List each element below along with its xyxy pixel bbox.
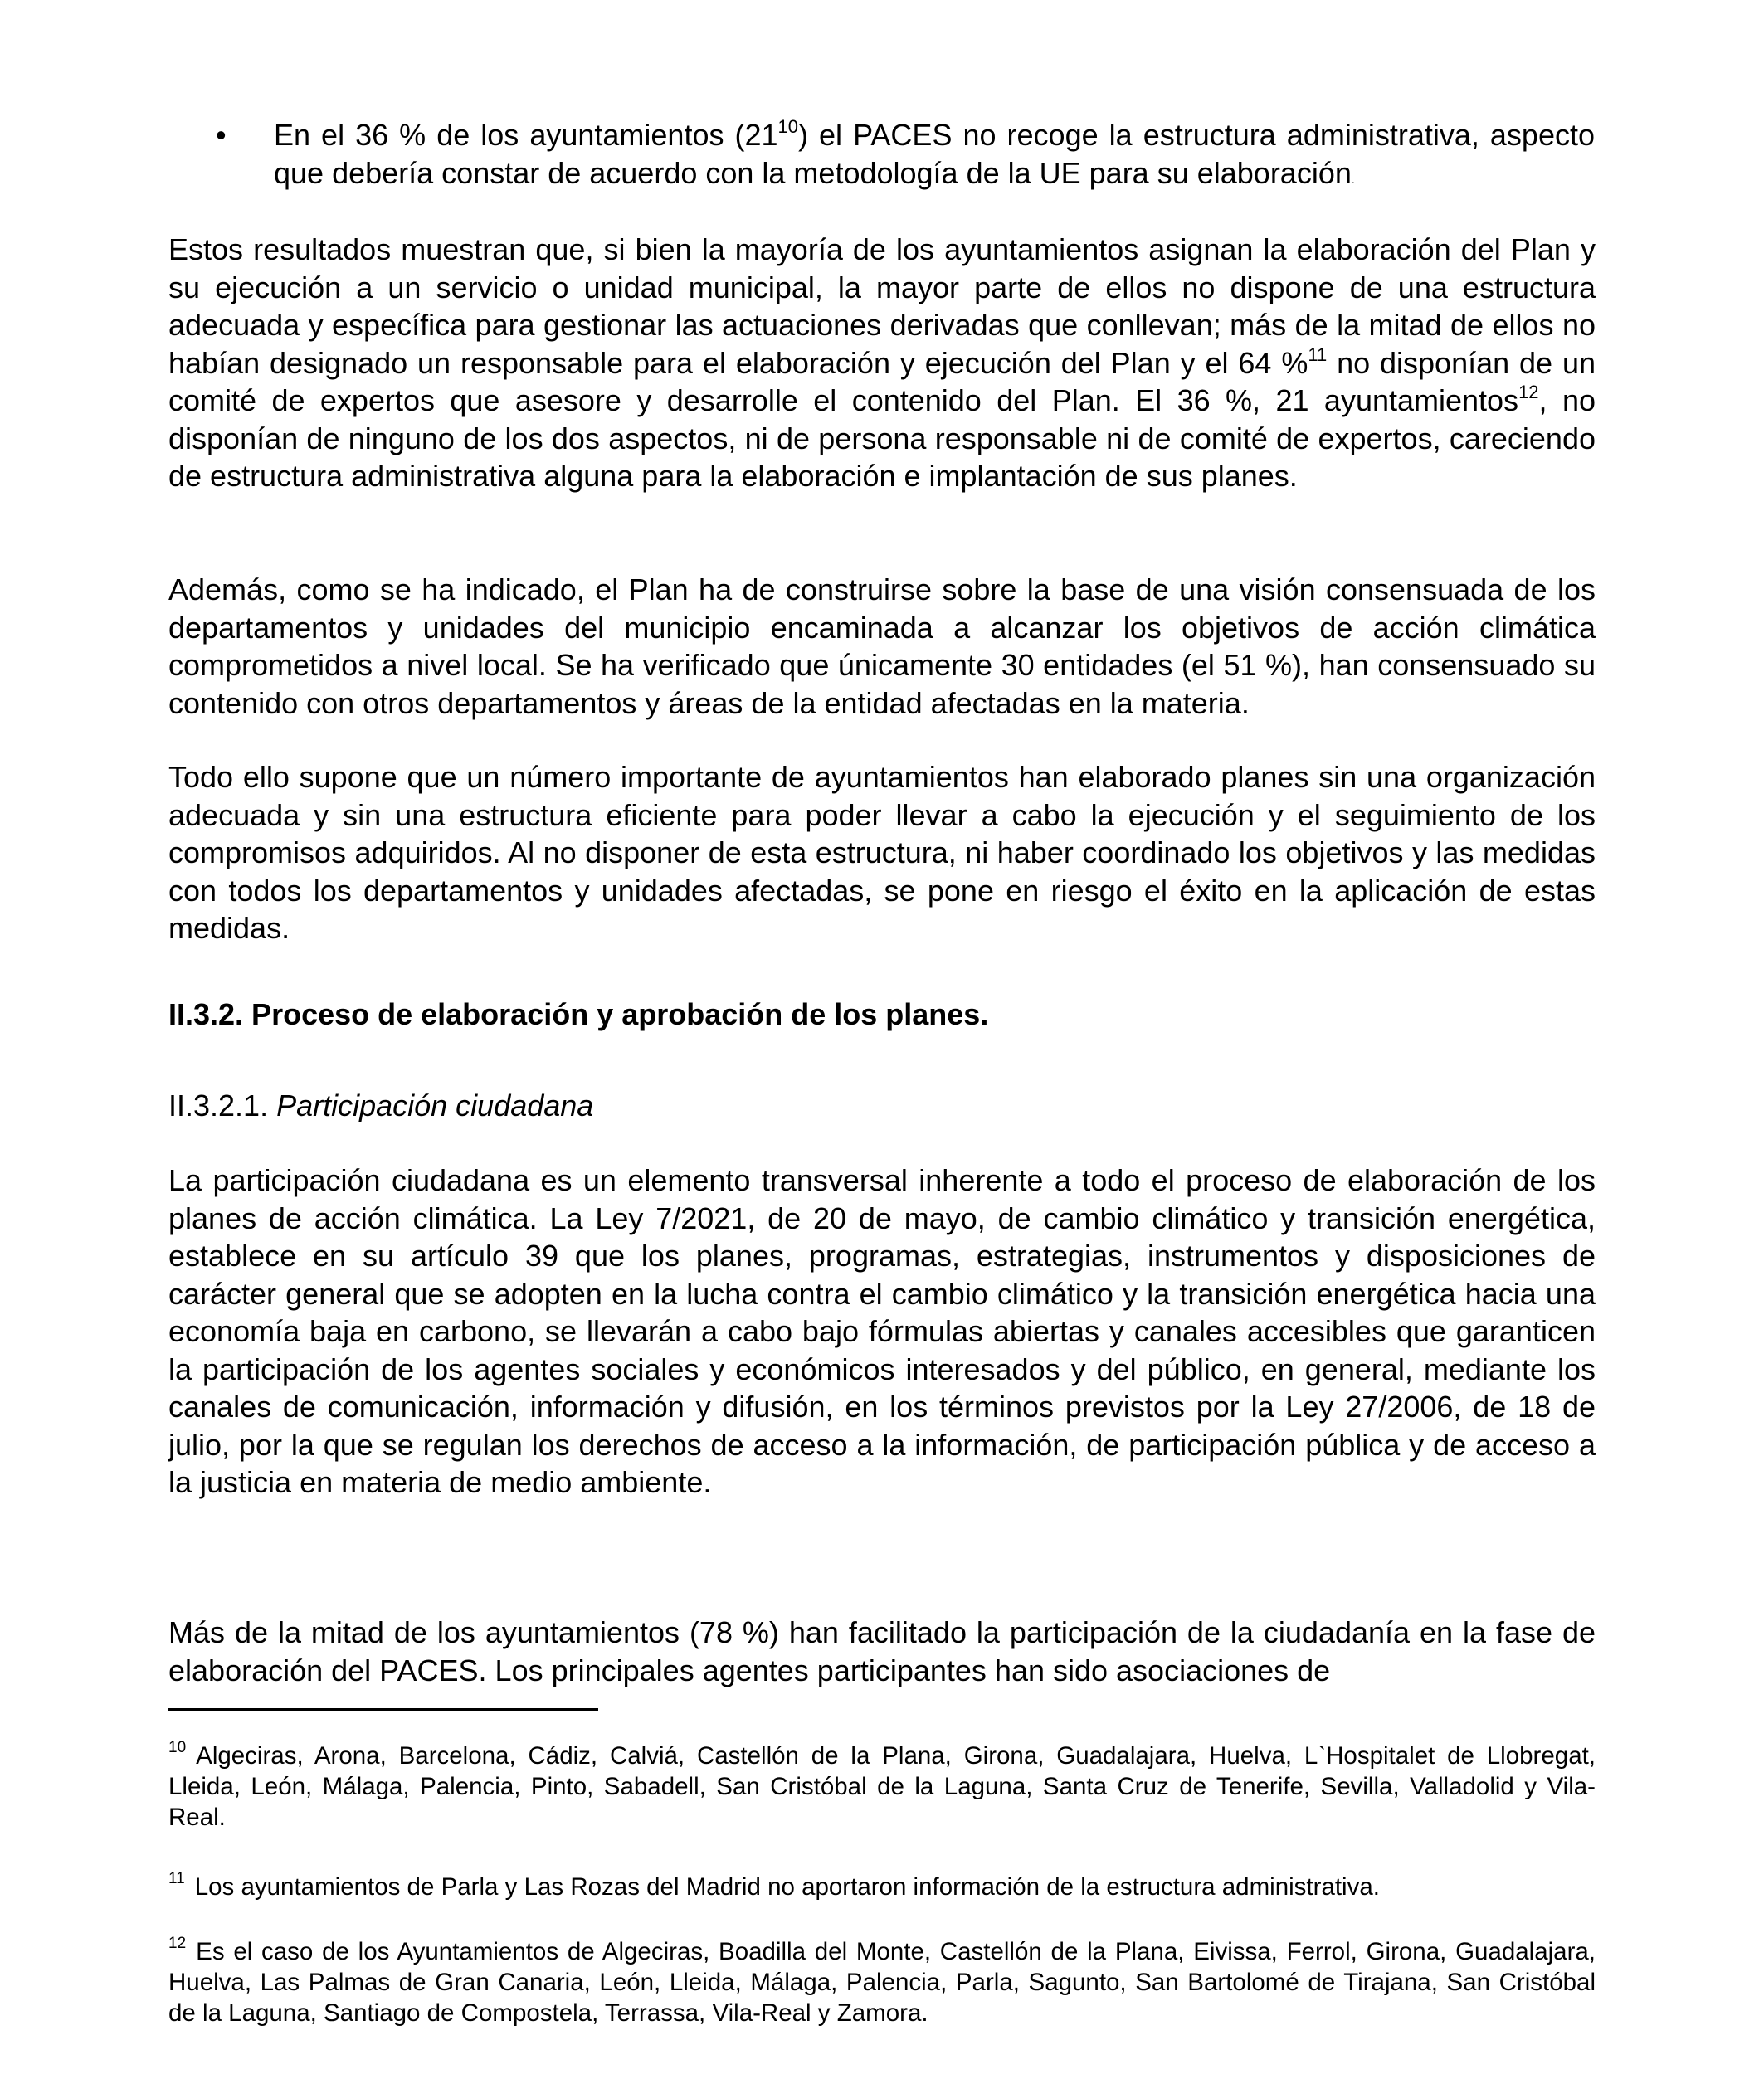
footnote-separator (168, 1708, 598, 1711)
section-heading: II.3.2. Proceso de elaboración y aprobación de los planes. (168, 997, 989, 1031)
bullet-symbol: • (216, 118, 227, 152)
bullet-text (274, 116, 1595, 198)
bullet-text-part2: ) el PACES no recoge la estructura administrativa, aspecto que debería constar de acuerdo con la metodología de la UE para su elaboración (274, 118, 1595, 190)
footnote-ref-11[interactable]: 11 (1308, 343, 1328, 365)
footnote-ref-10[interactable]: 10 (777, 116, 799, 137)
subsection-number: II.3.2.1. (168, 1088, 277, 1122)
paragraph-results-part2: no disponían de un comité de expertos que asesore y desarrolle el contenido del Plan. El 36 %, 21 ayuntamientos (168, 345, 1596, 417)
paragraph-citizens: Más de la mitad de los ayuntamientos (78 %) han facilitado la participación de la ciudadanía en la fase de elaboración del PACES. Los principales agentes participantes han sido asociaciones de (168, 1615, 1596, 1687)
bullet-item (217, 116, 1595, 198)
bullet-text-part1: En el 36 % de los ayuntamientos (21 (274, 118, 778, 152)
subsection-heading (168, 1087, 593, 1124)
footnote-text: Algeciras, Arona, Barcelona, Cádiz, Calviá, Castellón de la Plana, Girona, Guadalajara, Huelva, L`Hospitalet de Llobregat, Lleida, León, Málaga, Palencia, Pinto, Sabadell, San Cristóbal de la Laguna, Santa Cruz de Tenerife, Sevilla, Valladolid y Vila- Real. (168, 1742, 1596, 1831)
footnote-10 (168, 1741, 1596, 1833)
paragraph-results (168, 231, 1596, 495)
paragraph-results-part3: , no disponían de ninguno de los dos aspectos, ni de persona responsable ni de comité de expertos, careciendo de estructura administrativa alguna para la elaboración e implantación de sus planes. (168, 383, 1596, 493)
footnote-number: 12 (168, 1935, 187, 1953)
subsection-title: Participación ciudadana (276, 1088, 594, 1122)
footnote-text: Es el caso de los Ayuntamientos de Algeciras, Boadilla del Monte, Castellón de la Plana, Eivissa, Ferrol, Girona, Guadalajara, Huelva, Las Palmas de Gran Canaria, León, Lleida, Málaga, Palencia, Parla, Sagunto, San Bartolomé de Tirajana, San Cristóbal de la Laguna, Santiago de Compostela, Terrassa, Vila-Real y Zamora. (168, 1938, 1596, 2027)
footnote-11 (168, 1872, 1596, 1902)
paragraph-organization: Todo ello supone que un número importante de ayuntamientos han elaborado planes sin una organización adecuada y sin una estructura eficiente para poder llevar a cabo la ejecución y el seguimiento de los compromisos adquiridos. Al no disponer de esta estructura, ni haber coordinado los objetivos y las medidas con todos los departamentos y unidades afectadas, se pone en riesgo el éxito en la aplicación de estas medidas. (168, 760, 1596, 945)
footnote-ref-12[interactable]: 12 (1518, 382, 1539, 402)
footnote-12 (168, 1936, 1596, 2028)
footnote-text: Los ayuntamientos de Parla y Las Rozas del Madrid no aportaron información de la estructura administrativa. (194, 1873, 1380, 1901)
footnote-number: 11 (168, 1870, 185, 1888)
paragraph-consensus: Además, como se ha indicado, el Plan ha de construirse sobre la base de una visión consensuada de los departamentos y unidades del municipio encaminada a alcanzar los objetivos de acción climática comprometidos a nivel local. Se ha verificado que únicamente 30 entidades (el 51 %), han consensuado su contenido con otros departamentos y áreas de la entidad afectadas en la materia. (168, 572, 1596, 720)
bullet-end-dot: . (1351, 172, 1355, 186)
footnote-number: 10 (168, 1739, 187, 1757)
paragraph-results-part1: Estos resultados muestran que, si bien la mayoría de los ayuntamientos asignan la elaboración del Plan y su ejecución a un servicio o unidad municipal, la mayor parte de ellos no dispone de una estructura adecuada y específica para gestionar las actuaciones derivadas que conllevan; más de la mitad de ellos no habían designado un responsable para el elaboración y ejecución del Plan y el 64 % (168, 232, 1596, 380)
paragraph-participation: La participación ciudadana es un elemento transversal inherente a todo el proceso de elaboración de los planes de acción climática. La Ley 7/2021, de 20 de mayo, de cambio climático y transición energética, establece en su artículo 39 que los planes, programas, estrategias, instrumentos y disposiciones de carácter general que se adopten en la lucha contra el cambio climático y la transición energética hacia una economía baja en carbono, se llevarán a cabo bajo fórmulas abiertas y canales accesibles que garanticen la participación de los agentes sociales y económicos interesados y del público, en general, mediante los canales de comunicación, información y difusión, en los términos previstos por la Ley 27/2006, de 18 de julio, por la que se regulan los derechos de acceso a la información, de participación pública y de acceso a la justicia en materia de medio ambiente. (168, 1163, 1596, 1499)
